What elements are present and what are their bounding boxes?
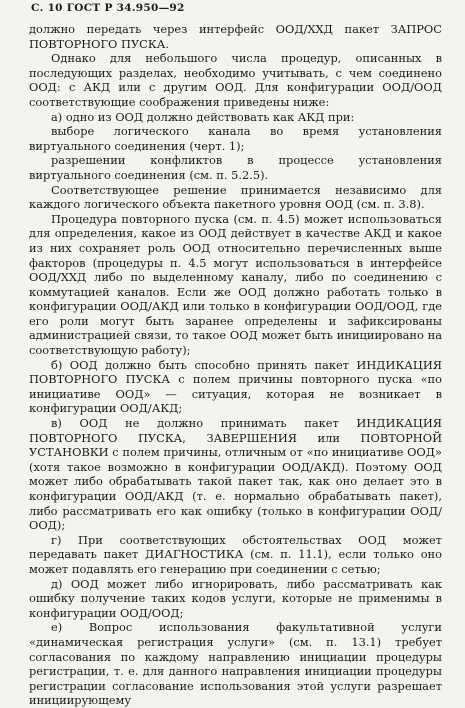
- paragraph-5: разрешении конфликтов в процессе установления виртуального соединения (см. п. 5.2.5).: [29, 153, 442, 182]
- paragraph-10: г) При соответствующих обстоятельствах ООД может передавать пакет ДИАГНОСТИКА (см. п. 11.1), если только оно может подавлять его генерацию при соединении с сетью;: [29, 532, 442, 576]
- paragraph-6: Соответствующее решение принимается независимо для каждого логического объекта пакетного уровня ООД (см. п. 3.8).: [29, 182, 442, 212]
- paragraph-1: должно передать через интерфейс ООД/ХХД пакет ЗАПРОС ПОВТОРНОГО ПУСКА.: [29, 22, 442, 51]
- paragraph-11: д) ООД может либо игнорировать, либо рассматривать как ошибку получение таких кодов услуги, которые не применимы в конфигурации ООД/ООД;: [29, 576, 442, 620]
- paragraph-9: в) ООД не должно принимать пакет ИНДИКАЦИЯ ПОВТОРНОГО ПУСКА, ЗАВЕРШЕНИЯ или ПОВТОРНОЙ УСТАНОВКИ с полем причины, отличным от «по инициативе ООД» (хотя такое возможно в конфигурации ООД/АКД). Поэтому ООД может либо обрабатывать такой пакет так, как оно делает это в конфигурации ООД/АКД (т. е. нормально обрабатывать пакет), либо рассматривать его как ошибку (только в конфигурации ООД/ООД);: [29, 416, 442, 533]
- paragraph-4: выборе логического канала во время установления виртуального соединения (черт. 1);: [29, 124, 442, 153]
- document-body: [29, 22, 442, 708]
- paragraph-12: е) Вопрос использования факультативной услуги «динамическая регистрация услуги» (см. п. 13.1) требует согласования по каждому направлению инициации процедуры регистрации, т. е. для данного направления инициации процедуры регистрации согласование использования этой услуги разрешает инициирующему: [29, 620, 442, 708]
- paragraph-8: б) ООД должно быть способно принять пакет ИНДИКАЦИЯ ПОВТОРНОГО ПУСКА с полем причины повторного пуска «по инициативе ООД» — ситуация, которая не возникает в конфигурации ООД/АКД;: [29, 357, 442, 416]
- paragraph-7: Процедура повторного пуска (см. п. 4.5) может использоваться для определения, какое из ООД действует в качестве АКД и какое из них сохраняет роль ООД относительно перечисленных выше факторов (процедуры п. 4.5 могут использоваться в интерфейсе ООД/ХХД либо по выделенному каналу, либо по соединению с коммутацией каналов. Если же ООД должно работать только в конфигурации ООД/АКД или только в конфигурации ООД/ООД, где его роли могут быть заранее определены и зафиксированы администрацией связи, то такое ООД может быть инициировано на соответствующую работу);: [29, 211, 442, 358]
- paragraph-3: а) одно из ООД должно действовать как АКД при:: [51, 109, 355, 124]
- page-header: С. 10 ГОСТ Р 34.950—92: [31, 2, 185, 14]
- paragraph-2: Однако для небольшого числа процедур, описанных в последующих разделах, необходимо учитывать, с чем соединено ООД: с АКД или с другим ООД. Для конфигурации ООД/ООД соответствующие соображения приведены ниже:: [29, 51, 442, 109]
